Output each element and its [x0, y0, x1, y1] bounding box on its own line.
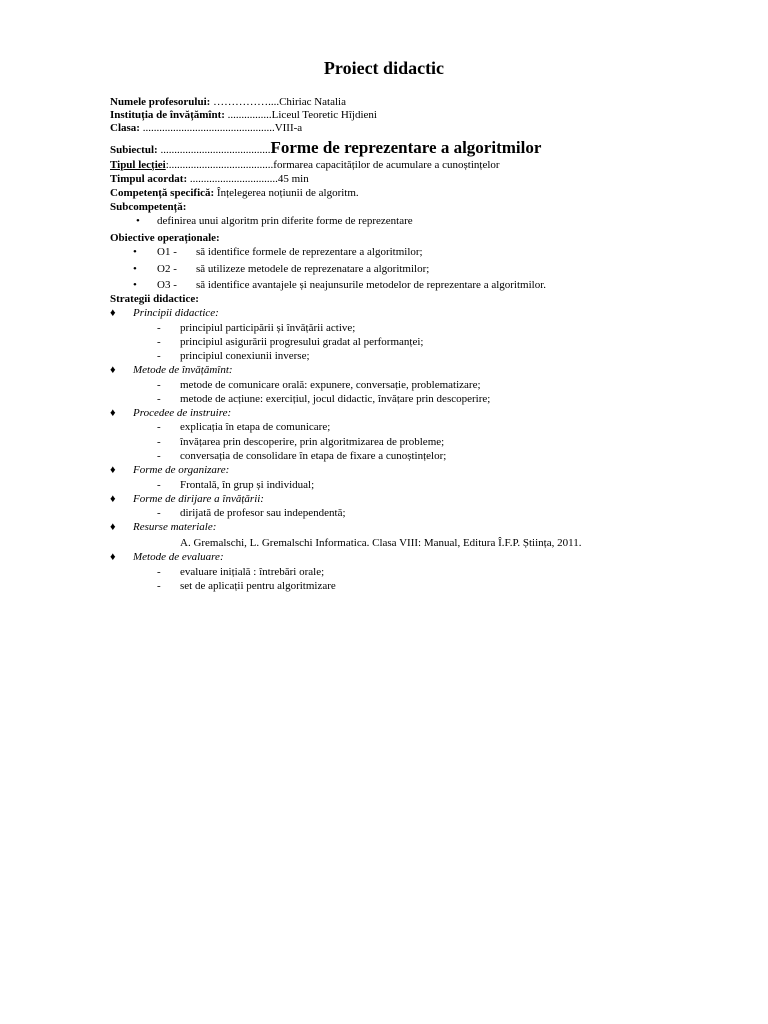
class-line — [110, 121, 302, 135]
institution-label: Instituția de învățămînt: — [110, 109, 225, 121]
diamond-icon: ♦ — [110, 464, 116, 476]
lesson-type-line — [110, 158, 500, 172]
dash-icon: - — [157, 322, 161, 334]
subject-value: Forme de reprezentare a algoritmilor — [270, 138, 542, 157]
dash-icon: - — [157, 507, 161, 519]
strategy-category: Metode de evaluare: — [133, 551, 224, 563]
lesson-type-label: Tipul lecției — [110, 159, 166, 171]
institution-value: Liceul Teoretic Hîjdieni — [271, 109, 377, 121]
competence-label: Competență specifică: — [110, 187, 215, 199]
diamond-icon: ♦ — [110, 364, 116, 376]
diamond-icon: ♦ — [110, 521, 116, 533]
subcompetence-label: Subcompetență: — [110, 201, 187, 213]
dash-icon: - — [157, 566, 161, 578]
teacher-line — [110, 95, 346, 109]
strategy-category: Forme de organizare: — [133, 464, 230, 476]
subject-label: Subiectul: — [110, 144, 158, 156]
page-title: Proiect didactic — [323, 58, 445, 78]
objectives-label: Obiective operaționale: — [110, 232, 220, 244]
diamond-icon: ♦ — [110, 551, 116, 563]
strategy-item: conversația de consolidare în etapa de fixare a cunoștințelor; — [180, 450, 447, 462]
strategy-category: Procedee de instruire: — [133, 407, 232, 419]
competence-line — [110, 186, 359, 200]
bullet-icon: • — [133, 263, 137, 275]
strategy-item: evaluare inițială : întrebări orale; — [180, 566, 325, 578]
dash-icon: - — [157, 580, 161, 592]
teacher-value: Chiriac Natalia — [279, 96, 346, 108]
institution-dots: ................ — [224, 109, 272, 121]
objective-code: O2 - — [157, 263, 177, 275]
objective-code: O3 - — [157, 279, 177, 291]
strategy-item: principiul asigurării progresului gradat al performanței; — [180, 336, 424, 348]
objective-text: să identifice formele de reprezentare a algoritmilor; — [196, 246, 423, 258]
diamond-icon: ♦ — [110, 407, 116, 419]
dash-icon: - — [157, 421, 161, 433]
strategy-category: Resurse materiale: — [133, 521, 217, 533]
strategy-item: metode de acțiune: exercițiul, jocul didactic, învățare prin descoperire; — [180, 393, 491, 405]
time-value: 45 min — [277, 173, 309, 185]
dash-icon: - — [157, 450, 161, 462]
bullet-icon: • — [133, 279, 137, 291]
dash-icon: - — [157, 350, 161, 362]
dash-icon: - — [157, 479, 161, 491]
dash-icon: - — [157, 336, 161, 348]
class-dots: ................................................ — [139, 122, 275, 134]
teacher-dots: …………….... — [210, 96, 280, 108]
dash-icon: - — [157, 379, 161, 391]
institution-line — [110, 108, 377, 122]
time-dots: ................................ — [187, 173, 278, 185]
lesson-type-dots: :...................................... — [165, 159, 274, 171]
strategy-item: dirijată de profesor sau independentă; — [180, 507, 346, 519]
strategy-item: explicația în etapa de comunicare; — [180, 421, 331, 433]
objective-code: O1 - — [157, 246, 177, 258]
dash-icon: - — [157, 436, 161, 448]
strategy-item: principiul participării și învățării active; — [180, 322, 356, 334]
objective-text: să identifice avantajele și neajunsurile metodelor de reprezentare a algoritmilor. — [196, 279, 547, 291]
strategies-label: Strategii didactice: — [110, 293, 199, 305]
strategy-category: Metode de învățămînt: — [133, 364, 233, 376]
class-label: Clasa: — [110, 122, 140, 134]
strategy-category: Forme de dirijare a învățării: — [133, 493, 264, 505]
dash-icon: - — [157, 393, 161, 405]
strategy-item: învățarea prin descoperire, prin algoritmizarea de probleme; — [180, 436, 445, 448]
lesson-type-value: formarea capacităților de acumulare a cunoștințelor — [273, 159, 500, 171]
class-value: VIII-a — [274, 122, 303, 134]
objective-text: să utilizeze metodele de reprezenatare a algoritmilor; — [196, 263, 430, 275]
strategy-item: set de aplicații pentru algoritmizare — [180, 580, 336, 592]
teacher-label: Numele profesorului: — [110, 96, 211, 108]
time-label: Timpul acordat: — [110, 173, 188, 185]
strategy-item: principiul conexiunii inverse; — [180, 350, 310, 362]
strategy-category: Principii didactice: — [133, 307, 219, 319]
bullet-icon: • — [136, 215, 140, 227]
resource-reference: A. Gremalschi, L. Gremalschi Informatica. Clasa VIII: Manual, Editura Î.F.P. Știința, 2011. — [180, 537, 582, 549]
strategy-item: metode de comunicare orală: expunere, conversație, problematizare; — [180, 379, 481, 391]
strategy-item: Frontală, în grup și individual; — [180, 479, 315, 491]
time-line — [110, 172, 309, 186]
subcompetence-item: definirea unui algoritm prin diferite forme de reprezentare — [157, 215, 413, 227]
diamond-icon: ♦ — [110, 493, 116, 505]
diamond-icon: ♦ — [110, 307, 116, 319]
subject-dots: ........................................ — [157, 144, 271, 156]
competence-value: Înțelegerea noțiunii de algoritm. — [214, 187, 359, 199]
bullet-icon: • — [133, 246, 137, 258]
